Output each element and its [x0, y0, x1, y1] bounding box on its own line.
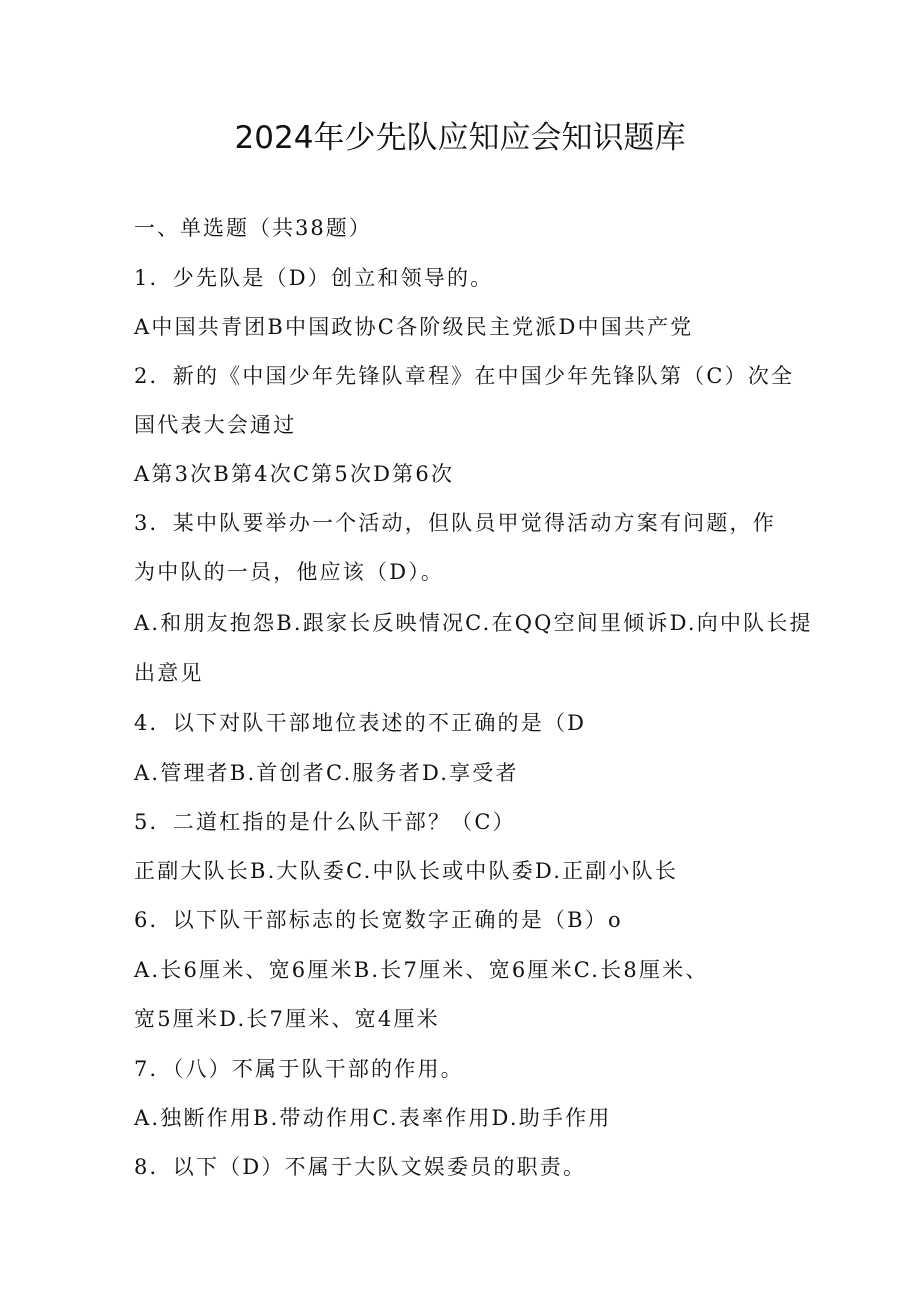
- question-3-options: A.和朋友抱怨B.跟家长反映情况C.在QQ空间里倾诉D.向中队长提: [134, 611, 813, 635]
- question-2-options: A第3次B第4次C第5次D第6次: [134, 462, 455, 486]
- question-4-options: A.管理者B.首创者C.服务者D.享受者: [134, 761, 519, 785]
- question-2: 2．新的《中国少年先锋队章程》在中国少年先锋队第（C）次全: [134, 364, 795, 388]
- question-6: 6．以下队干部标志的长宽数字正确的是（B）o: [134, 908, 623, 932]
- question-4: 4．以下对队干部地位表述的不正确的是（D: [134, 711, 587, 735]
- question-5-options: 正副大队长B.大队委C.中队长或中队委D.正副小队长: [134, 859, 679, 883]
- question-6-options: A.长6厘米、宽6厘米B.长7厘米、宽6厘米C.长8厘米、: [134, 958, 709, 982]
- question-5: 5．二道杠指的是什么队干部？（C）: [134, 810, 516, 834]
- question-3-continued: 为中队的一员，他应该（D）。: [134, 560, 445, 584]
- question-7: 7．（八）不属于队干部的作用。: [134, 1057, 464, 1081]
- question-3-options-continued: 出意见: [134, 661, 204, 685]
- question-1-options: A中国共青团B中国政协C各阶级民主党派D中国共产党: [134, 315, 694, 339]
- question-6-options-continued: 宽5厘米D.长7厘米、宽4厘米: [134, 1007, 440, 1031]
- question-2-continued: 国代表大会通过: [134, 413, 297, 437]
- question-8: 8．以下（D）不属于大队文娱委员的职责。: [134, 1155, 587, 1179]
- question-7-options: A.独断作用B.带动作用C.表率作用D.助手作用: [134, 1106, 612, 1130]
- question-1: 1．少先队是（D）创立和领导的。: [134, 266, 494, 290]
- section-heading: 一、单选题（共38题）: [134, 216, 372, 240]
- page-title: 2024年少先队应知应会知识题库: [234, 120, 686, 156]
- question-3: 3．某中队要举办一个活动，但队员甲觉得活动方案有问题，作: [134, 511, 776, 535]
